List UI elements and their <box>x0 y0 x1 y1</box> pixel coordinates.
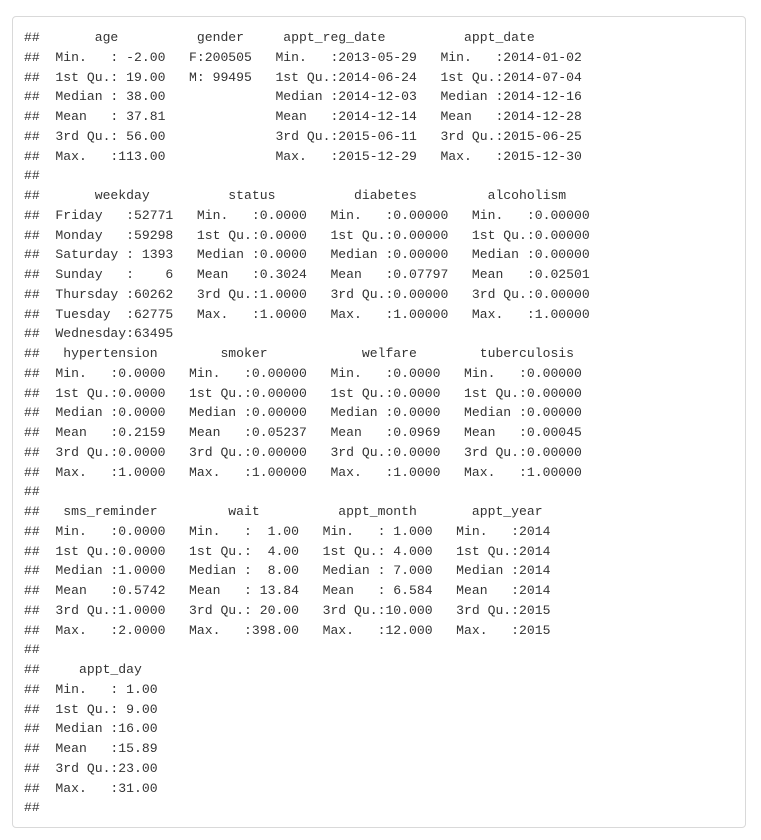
output-line: ## 3rd Qu.:1.0000 3rd Qu.: 20.00 3rd Qu.:10.000 3rd Qu.:2015 <box>24 602 567 618</box>
output-line: ## Mean :0.2159 Mean :0.05237 Mean :0.0969 Mean :0.00045 <box>24 425 598 440</box>
output-line: ## Max. :31.00 <box>24 780 174 796</box>
output-line: ## weekday status diabetes alcoholism <box>24 188 606 203</box>
output-line: ## Tuesday :62775 Max. :1.0000 Max. :1.00000 Max. :1.00000 <box>24 306 606 322</box>
output-line: ## Max. :2.0000 Max. :398.00 Max. :12.000 Max. :2015 <box>24 622 567 638</box>
output-line: ## <box>24 168 598 184</box>
output-line: ## Saturday : 1393 Median :0.0000 Median :0.00000 Median :0.00000 <box>24 247 606 263</box>
output-line: ## Thursday :60262 3rd Qu.:1.0000 3rd Qu.:0.00000 3rd Qu.:0.00000 <box>24 286 606 302</box>
output-line: ## 3rd Qu.:23.00 <box>24 760 174 776</box>
output-line: ## 1st Qu.:0.0000 1st Qu.:0.00000 1st Qu.:0.0000 1st Qu.:0.00000 <box>24 385 598 401</box>
output-line: ## 3rd Qu.: 56.00 3rd Qu.:2015-06-11 3rd Qu.:2015-06-25 <box>24 128 598 144</box>
output-line: ## appt_day <box>24 662 174 677</box>
output-line: ## Max. :113.00 Max. :2015-12-29 Max. :2015-12-30 <box>24 148 598 164</box>
output-line: ## 1st Qu.: 19.00 M: 99495 1st Qu.:2014-06-24 1st Qu.:2014-07-04 <box>24 69 598 85</box>
output-line: ## Min. :0.0000 Min. :0.00000 Min. :0.0000 Min. :0.00000 <box>24 365 598 381</box>
summary-output <box>13 17 745 818</box>
output-line: ## Friday :52771 Min. :0.0000 Min. :0.00000 Min. :0.00000 <box>24 207 606 223</box>
output-line: ## Median :1.0000 Median : 8.00 Median : 7.000 Median :2014 <box>24 563 567 579</box>
output-line: ## <box>24 800 174 816</box>
output-line: ## 1st Qu.: 9.00 <box>24 701 174 717</box>
output-line: ## hypertension smoker welfare tuberculosis <box>24 346 606 361</box>
output-line: ## Min. :0.0000 Min. : 1.00 Min. : 1.000 Min. :2014 <box>24 523 567 539</box>
output-line: ## Mean :15.89 <box>24 741 174 756</box>
output-line: ## Mean : 37.81 Mean :2014-12-14 Mean :2014-12-28 <box>24 109 598 124</box>
output-line: ## Sunday : 6 Mean :0.3024 Mean :0.07797 Mean :0.02501 <box>24 267 606 282</box>
code-output-block <box>12 16 746 828</box>
output-line: ## Mean :0.5742 Mean : 13.84 Mean : 6.584 Mean :2014 <box>24 583 567 598</box>
output-line: ## 3rd Qu.:0.0000 3rd Qu.:0.00000 3rd Qu.:0.0000 3rd Qu.:0.00000 <box>24 444 598 460</box>
output-line: ## Max. :1.0000 Max. :1.00000 Max. :1.0000 Max. :1.00000 <box>24 464 598 480</box>
output-line: ## Median :0.0000 Median :0.00000 Median :0.0000 Median :0.00000 <box>24 405 598 421</box>
output-line: ## Min. : 1.00 <box>24 681 174 697</box>
output-line: ## Median : 38.00 Median :2014-12-03 Median :2014-12-16 <box>24 89 598 105</box>
output-line: ## <box>24 484 598 500</box>
output-line: ## age gender appt_reg_date appt_date <box>24 30 606 45</box>
output-line: ## Median :16.00 <box>24 721 174 737</box>
output-line: ## Min. : -2.00 F:200505 Min. :2013-05-29 Min. :2014-01-02 <box>24 49 598 65</box>
output-line: ## Monday :59298 1st Qu.:0.0000 1st Qu.:0.00000 1st Qu.:0.00000 <box>24 227 606 243</box>
output-line: ## <box>24 642 567 658</box>
output-line: ## sms_reminder wait appt_month appt_year <box>24 504 567 519</box>
output-line: ## 1st Qu.:0.0000 1st Qu.: 4.00 1st Qu.: 4.000 1st Qu.:2014 <box>24 543 567 559</box>
output-line: ## Wednesday:63495 <box>24 326 606 342</box>
